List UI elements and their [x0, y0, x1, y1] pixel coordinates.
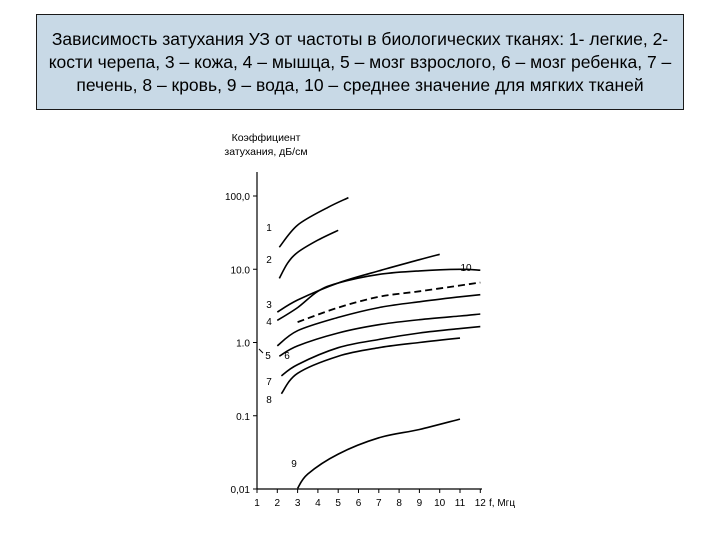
y-tick-label: 100,0 — [224, 192, 250, 203]
x-tick-label: 9 — [416, 498, 423, 509]
series-line-6 — [279, 314, 480, 356]
x-tick-label: 3 — [294, 498, 301, 509]
x-tick-label: 10 — [434, 498, 446, 509]
series-label-3: 3 — [266, 300, 272, 311]
series-line-9 — [298, 419, 460, 488]
series-label-8: 8 — [266, 395, 272, 406]
x-axis-title: f, Мгц — [489, 498, 516, 509]
series-label-6: 6 — [284, 351, 290, 362]
x-tick-label: 4 — [315, 498, 321, 509]
x-tick-label: 1 — [254, 498, 260, 509]
series-line-7 — [281, 327, 480, 376]
x-tick-label: 11 — [454, 498, 466, 509]
series-line-8 — [281, 338, 460, 394]
y-axis-title-line1: Коэффициент — [231, 132, 301, 144]
x-tick-label: 8 — [396, 498, 402, 509]
series-label-5-leader — [259, 349, 263, 353]
slide-title: Зависимость затухания УЗ от частоты в биологических тканях: 1- легкие, 2- кости черепа, 3 – кожа, 4 – мышца, 5 – мозг взрослого, 6 – мозг ребенка, 7 – печень, 8 – кровь, 9 – вода, 10 – среднее значение для мягких тканей — [48, 28, 672, 95]
series-line-2 — [279, 230, 338, 278]
y-axis-title-line2: затухания, дБ/см — [224, 146, 308, 158]
x-tick-label: 7 — [376, 498, 382, 509]
series-label-1: 1 — [266, 223, 272, 234]
y-tick-label: 0.1 — [236, 411, 250, 423]
x-tick-label: 6 — [355, 498, 362, 509]
series-label-4: 4 — [266, 317, 272, 328]
x-tick-label: 5 — [335, 498, 341, 509]
series-label-10: 10 — [460, 263, 472, 274]
series-line-5 — [277, 295, 480, 346]
series-label-5: 5 — [265, 351, 271, 362]
series-line-1 — [279, 198, 348, 248]
y-tick-label: 1.0 — [236, 338, 250, 350]
x-tick-label: 12 — [474, 498, 486, 509]
x-tick-label: 2 — [274, 498, 281, 509]
series-label-2: 2 — [266, 255, 272, 266]
series-label-7: 7 — [266, 377, 272, 388]
y-tick-label: 10.0 — [230, 265, 250, 277]
series-label-9: 9 — [291, 459, 297, 470]
y-tick-label: 0,01 — [230, 485, 250, 496]
